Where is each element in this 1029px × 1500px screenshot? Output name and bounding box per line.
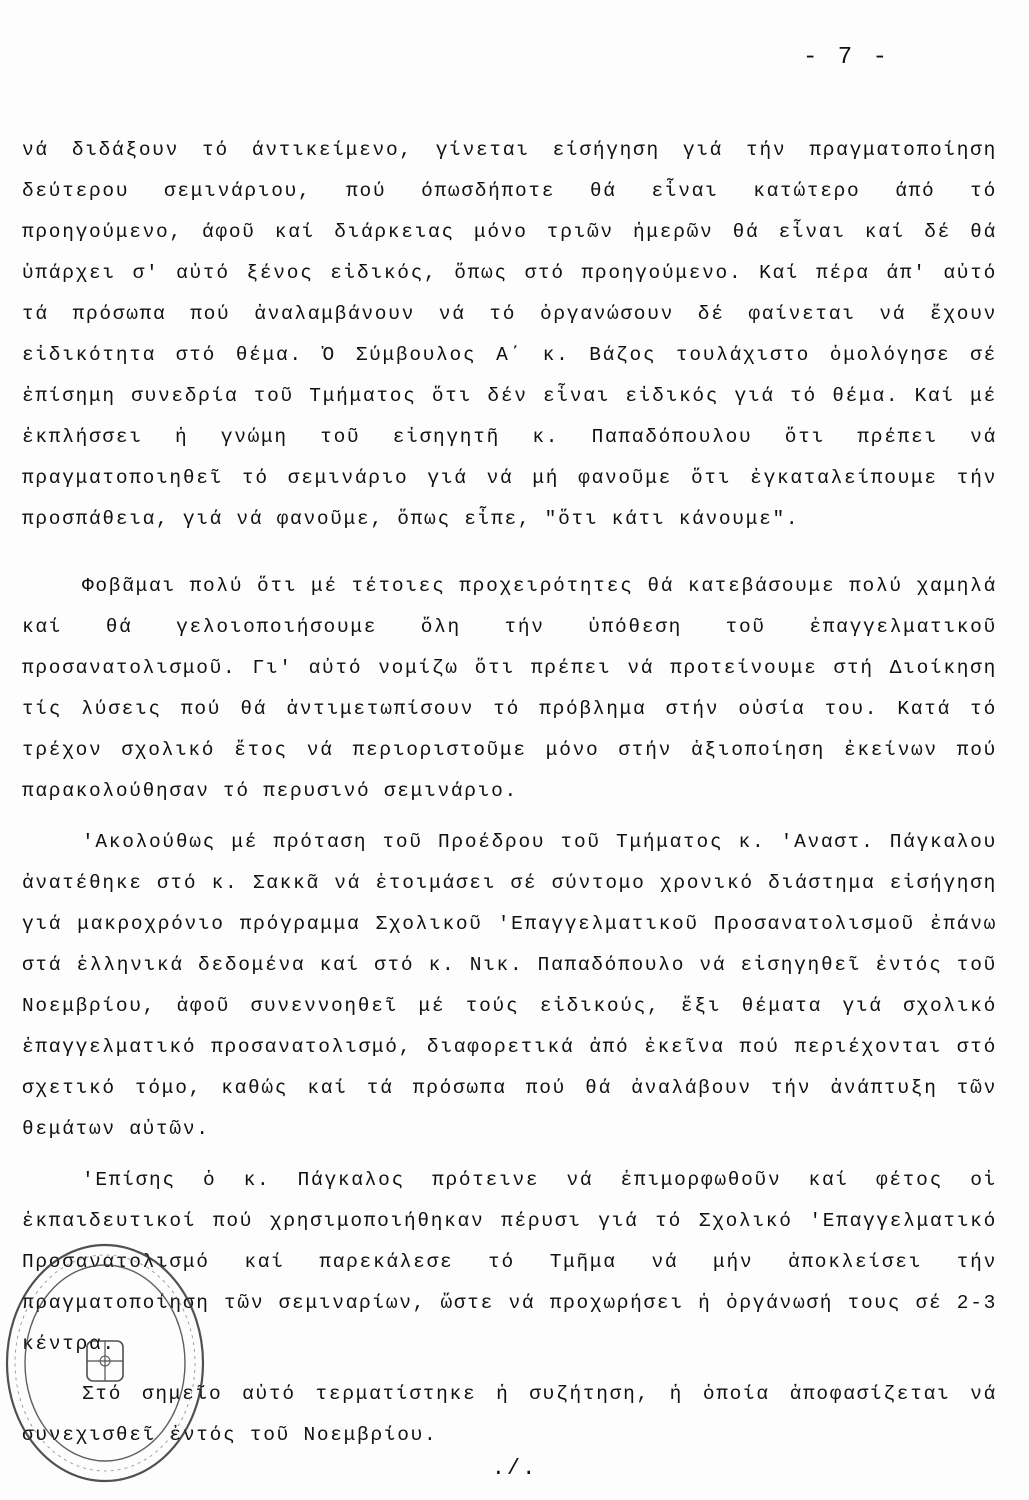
paragraph-2: Φοβᾶμαι πολύ ὅτι μέ τέτοιες προχειρότητες θά κατεβάσουμε πολύ χαμηλά καί θά γελοιοποιήσουμε ὅλη τήν ὑπόθεση τοῦ ἐπαγγελματικοῦ προσανατολισμοῦ. Γι' αὐτό νομίζω ὅτι πρέπει νά προτείνουμε στή Διοίκηση τίς λύσεις πού θά ἀντιμετωπίσουν τό πρόβλημα στήν οὐσία του. Κατά τό τρέχον σχολικό ἔτος νά περιοριστοῦμε μόνο στήν ἀξιοποίηση ἐκείνων πού παρακολούθησαν τό περυσινό σεμινάριο. <box>22 575 997 802</box>
official-seal-stamp <box>0 1238 210 1488</box>
paragraph-5: Στό σημεῖο αὐτό τερματίστηκε ἡ συζήτηση, ἡ ὁποία ἀποφασίζεται νά συνεχισθεῖ ἐντός τοῦ Νοεμβρίου. <box>22 1383 997 1446</box>
page-number: - 7 - <box>802 44 890 71</box>
paragraph-3: 'Ακολούθως μέ πρόταση τοῦ Προέδρου τοῦ Τμήματος κ. 'Αναστ. Πάγκαλου ἀνατέθηκε στό κ. Σακκᾶ νά ἑτοιμάσει σέ σύντομο χρονικό διάστημα εἰσήγηση γιά μακροχρόνιο πρόγραμμα Σχολικοῦ 'Επαγγελματικοῦ Προσανατολισμοῦ ἐπάνω στά ἑλληνικά δεδομένα καί στό κ. Νικ. Παπαδόπουλο νά εἰσηγηθεῖ ἐντός τοῦ Νοεμβρίου, ἀφοῦ συνεννοηθεῖ μέ τούς εἰδικούς, ἕξι θέματα γιά σχολικό ἐπαγγελματικό προσανατολισμό, διαφορετικά ἀπό ἐκεῖνα πού περιέχονται στό σχετικό τόμο, καθώς καί τά πρόσωπα πού θά ἀναλάβουν τήν ἀνάπτυξη τῶν θεμάτων αὐτῶν. <box>22 831 997 1140</box>
paragraph-4: 'Επίσης ὁ κ. Πάγκαλος πρότεινε νά ἐπιμορφωθοῦν καί φέτος οἱ ἐκπαιδευτικοί πού χρησιμοποιήθηκαν πέρυσι γιά τό Σχολικό 'Επαγγελματικό Προσανατολισμό καί παρεκάλεσε τό Τμῆμα νά μήν ἀποκλείσει τήν πραγματοποίηση τῶν σεμιναρίων, ὥστε νά προχωρήσει ἡ ὀργάνωσή τους σέ 2-3 κέντρα. <box>22 1169 997 1355</box>
end-mark: ./. <box>491 1456 538 1481</box>
seal-emblem <box>87 1341 123 1381</box>
paragraph-1: νά διδάξουν τό άντικείμενο, γίνεται είσήγηση γιά τήν πραγματοποίηση δεύτερου σεμινάριου, πού όπωσδήποτε θά εἶναι κατώτερο άπό τό προηγούμενο, άφοῦ καί διάρκειας μόνο τριῶν ἡμερῶν θά εἶναι καί δέ θά ὑπάρχει σ' αὐτό ξένος εἰδικός, ὅπως στό προηγούμενο. Καί πέρα άπ' αὐτό τά πρόσωπα πού ἀναλαμβάνουν νά τό ὀργανώσουν δέ φαίνεται νά ἔχουν εἰδικότητα στό θέμα. Ὁ Σύμβουλος Α΄ κ. Βάζος τουλάχιστο ὁμολόγησε σέ ἐπίσημη συνεδρία τοῦ Τμήματος ὅτι δέν εἶναι εἰδικός γιά τό θέμα. Καί μέ ἐκπλήσσει ἡ γνώμη τοῦ εἰσηγητῆ κ. Παπαδόπουλου ὅτι πρέπει νά πραγματοποιηθεῖ τό σεμινάριο γιά νά μή φανοῦμε ὅτι ἐγκαταλείπουμε τήν προσπάθεια, γιά νά φανοῦμε, ὅπως εἶπε, "ὅτι κάτι κάνουμε". <box>22 139 997 530</box>
